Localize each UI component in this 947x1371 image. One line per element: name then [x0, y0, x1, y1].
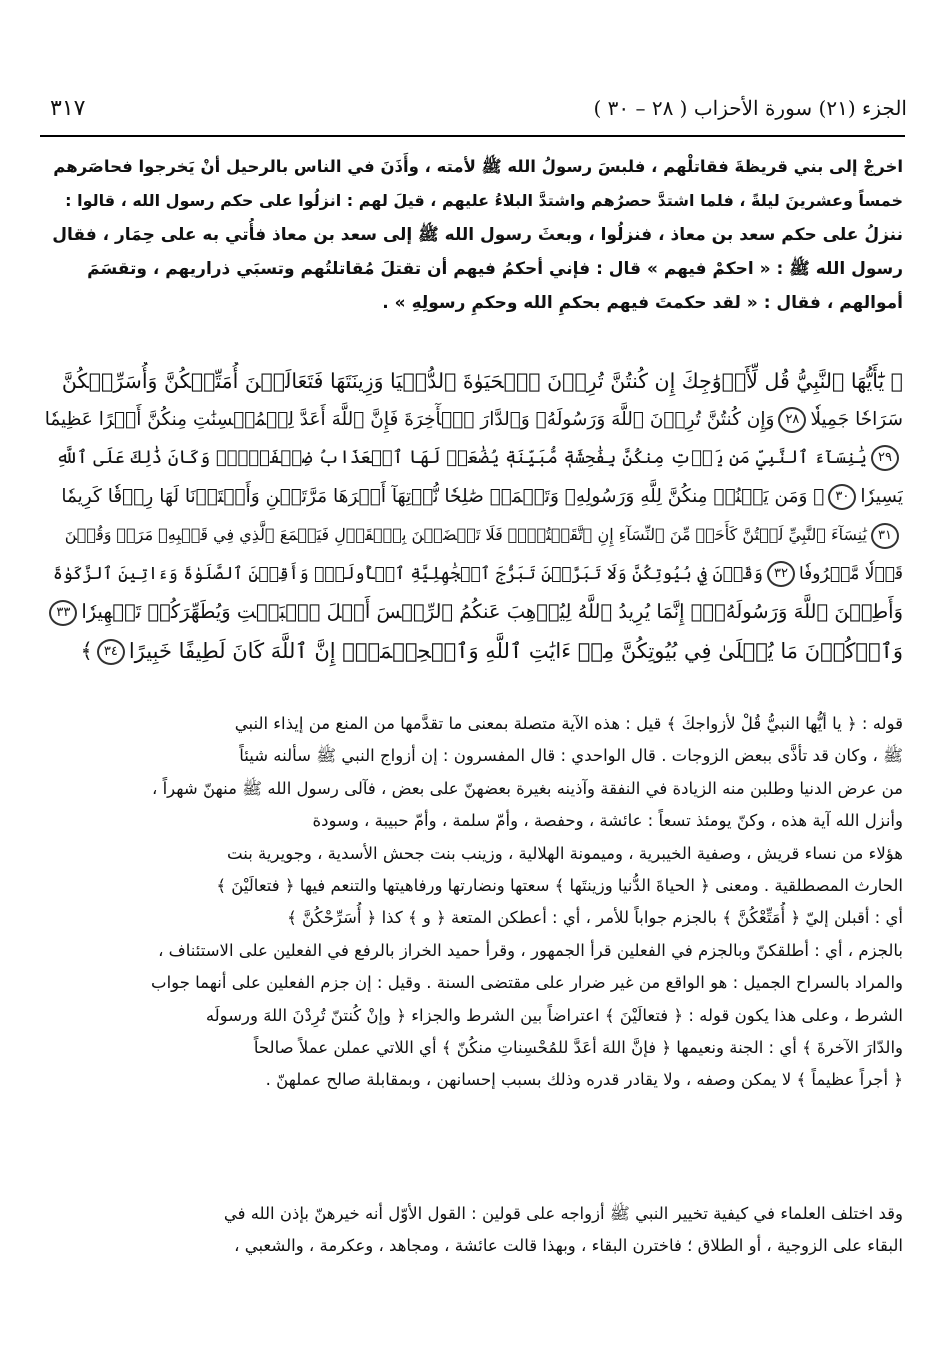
text-line: بالجزم ، أي : أطلقكنّ وبالجزم في الفعلين قرأ الجمهور ، وقرأ حميد الخراز بالرفع في الفعلين على الاستئناف ، — [158, 940, 903, 960]
verse-line — [44, 439, 903, 478]
text-line: وقد اختلف العلماء في كيفية تخيير النبي ﷺ أزواجه على قولين : القول الأوّل أنه خيرهنّ بإذن الله في — [223, 1204, 903, 1223]
text-line: أي : أقبلن إليّ ﴿ أُمَتِّعْكُنَّ ﴾ بالجزم جواباً للأمر ، أي : أعطكن المتعة ﴿ و ﴾ كذا ﴿ أُسَرِّحْكُنَّ ﴾ — [287, 908, 903, 928]
text-line: الشرط ، وعلى هذا يكون قوله : ﴿ فتعالَيْنَ ﴾ اعتراضاً بين الشرط والجزاء ﴿ وإنْ كُنتنّ تُرِدْنَ اللهَ ورسولَه — [205, 1005, 903, 1025]
ayah-number-marker: ٢٩ — [871, 445, 899, 471]
verse-line — [44, 516, 903, 555]
verse-line — [44, 362, 903, 401]
text-line: ﷺ ، وكان قد تأذَّى ببعض الزوجات . قال الواحدي : قال المفسرون : إن أزواج النبي ﷺ سألنه شيئاً — [239, 746, 903, 766]
text-line: من عرض الدنيا وطلبن منه الزيادة في النفقة وآذينه بغيرة بعضهنّ على بعض ، فآلى رسول الله ﷺ منهنّ شهراً ، — [152, 778, 903, 798]
text-line: هؤلاء من نساء قريش ، وصفية الخيبرية ، وميمونة الهلالية ، وزينب بنت جحش الأسدية ، وجويرية بنت — [227, 843, 903, 863]
ayah-number-marker: ٣١ — [871, 523, 899, 549]
verse-line — [44, 478, 903, 517]
ayah-number-marker: ٣٤ — [97, 639, 125, 665]
verse-text: سَرَاحٗا جَمِيلٗا — [810, 408, 903, 430]
ayah-number-marker: ٢٨ — [778, 407, 806, 433]
text-line: أموالهم ، فقال : « لقد حكمتَ فيهم بحكمِ الله وحكمِ رسولِهِ » . — [382, 293, 903, 313]
verse-text: قَوۡلٗا مَّعۡرُوفٗا — [798, 563, 903, 584]
verse-text: وَأَطِعۡنَ ٱللَّهَ وَرَسُولَهُۥٓۚ إِنَّمَا يُرِيدُ ٱللَّهُ لِيُذۡهِبَ عَنكُمُ ٱلرِّجۡسَ أَهۡلَ ٱلۡبَيۡتِ وَيُطَهِّرَكُمۡ تَطۡهِيرٗا — [81, 600, 903, 623]
verse-text: يَٰنِسَآءَ ٱلنَّبِيِّ لَسۡتُنَّ كَأَحَدٖ مِّنَ ٱلنِّسَآءِ إِنِ ٱتَّقَيۡتُنَّۚ فَلَا تَخۡضَعۡنَ بِٱلۡقَوۡلِ فَيَطۡمَعَ ٱلَّذِي فِي قَلۡبِهِۦ مَرَضٞ وَقُلۡنَ — [64, 525, 867, 544]
text-line: ﴿ أجراً عظيماً ﴾ لا يمكن وصفه ، ولا يقادر قدره وذلك بسبب إحسانهن ، وبمقابلة صالح عملهنّ . — [265, 1070, 903, 1090]
verse-text: ﴾ — [80, 638, 93, 663]
text-line: رسول الله ﷺ : « احكمْ فيهم » قال : فإني أحكمُ فيهم أن تقتلَ مُقاتلتُهم وتسبَي ذراريهم ، وتقسَمَ — [87, 259, 903, 279]
page-number: ٣١٧ — [50, 96, 86, 121]
header-divider — [40, 135, 905, 137]
ayah-number-marker: ٣٠ — [828, 484, 856, 510]
chapter-title: الجزء (٢١) سورة الأحزاب ( ٢٨ – ٣٠ ) — [593, 96, 907, 120]
verse-text: ۞ وَمَن يَقۡنُتۡ مِنكُنَّ لِلَّهِ وَرَسُولِهِۦ وَتَعۡمَلۡ صَٰلِحٗا نُّؤۡتِهَآ أَجۡرَهَا مَرَّتَيۡنِ وَأَعۡتَدۡنَا لَهَا رِزۡقٗا كَرِيمٗا — [61, 485, 825, 507]
verse-text: وَإِن كُنتُنَّ تُرِدۡنَ ٱللَّهَ وَرَسُولَهُۥ وَٱلدَّارَ ٱلۡأٓخِرَةَ فَإِنَّ ٱللَّهَ أَعَدَّ لِلۡمُحۡسِنَٰتِ مِنكُنَّ أَجۡرًا عَظِيمٗا — [44, 408, 775, 430]
intro-paragraph — [44, 150, 903, 320]
text-line: البقاء على الزوجية ، أو الطلاق ؛ فاخترن البقاء ، وبهذا قالت عائشة ، ومجاهد ، وعكرمة ، والشعبي ، — [234, 1236, 903, 1256]
commentary-paragraph — [44, 708, 903, 1097]
text-line: والدّارَ الآخرةَ ﴾ أي : الجنة ونعيمها ﴿ فإنَّ اللهَ أعَدَّ للمُحْسِناتِ منكُنّ ﴾ أي اللاتي عملن عملاً صالحاً — [253, 1038, 903, 1058]
verse-line — [44, 593, 903, 632]
ayah-number-marker: ٣٢ — [767, 561, 795, 587]
verse-line — [44, 401, 903, 440]
verse-line — [44, 555, 903, 594]
verse-line — [44, 632, 903, 671]
text-line: وأنزل الله آية هذه ، وكنّ يومئذ تسعاً : عائشة ، وحفصة ، وأمّ سلمة ، وأمّ حبيبة ، وسودة — [312, 811, 903, 831]
text-line: اخرجْ إلى بني قريظةَ فقاتلْهم ، فلبسَ رسولُ الله ﷺ لأمته ، وأَذَنَ في الناس بالرحيل أنْ يَخرجوا فحاصَرهم — [53, 157, 903, 176]
text-line: خمساً وعشرينَ ليلةً ، فلما اشتدَّ حصرُهم واشتدَّ البلاءُ عليهم ، قيلَ لهم : انزلُوا على حكم رسول الله ، قالوا : — [65, 191, 903, 210]
text-line: الحارث المصطلقية . ومعنى ﴿ الحياةَ الدُّنيا وزينتَها ﴾ سعتها ونضارتها ورفاهيتها والتنعم فيها ﴿ فتعالَيْنَ ﴾ — [216, 876, 903, 896]
verse-text: يَٰنِسَآءَ ٱلنَّبِيِّ مَن يَأۡتِ مِنكُنَّ بِفَٰحِشَةٖ مُّبَيِّنَةٖ يُضَٰعَفۡ لَهَا ٱلۡعَذَابُ ضِعۡفَيۡنِۚ وَكَانَ ذَٰلِكَ عَلَى ٱللَّهِ — [55, 447, 867, 468]
text-line: والمراد بالسراح الجميل : هو الواقع من غير ضرار على مقتضى السنة . وقيل : إن جزم الفعلين على أنهما جواب — [151, 973, 903, 993]
text-line: قوله : ﴿ يا أيُّها النبيُّ قُلْ لأزواجكَ ﴾ قيل : هذه الآية متصلة بمعنى ما تقدَّمها من المنع من إيذاء النبي — [234, 714, 903, 733]
final-paragraph — [44, 1198, 903, 1263]
verse-text: ﴿ يَٰٓأَيُّهَا ٱلنَّبِيُّ قُل لِّأَزۡوَٰجِكَ إِن كُنتُنَّ تُرِدۡنَ ٱلۡحَيَوٰةَ ٱلدُّنۡيَا وَزِينَتَهَا فَتَعَالَيۡنَ أُمَتِّعۡكُنَّ وَأُسَرِّحۡكُنَّ — [61, 369, 903, 393]
quran-verses-block — [44, 362, 903, 670]
verse-text: يَسِيرٗا — [860, 485, 903, 507]
text-line: ننزلُ على حكم سعد بن معاذ ، فنزلُوا ، وبعثَ رسول الله ﷺ إلى سعد بن معاذ فأُتي به على حِمَار ، فقال — [52, 225, 903, 245]
verse-text: وَٱذۡكُرۡنَ مَا يُتۡلَىٰ فِي بُيُوتِكُنَّ مِنۡ ءَايَٰتِ ٱللَّهِ وَٱلۡحِكۡمَةِۚ إِنَّ ٱللَّهَ كَانَ لَطِيفًا خَبِيرًا — [128, 638, 903, 663]
ayah-number-marker: ٣٣ — [49, 600, 77, 626]
verse-text: وَقَرۡنَ فِي بُيُوتِكُنَّ وَلَا تَبَرَّجۡنَ تَبَرُّجَ ٱلۡجَٰهِلِيَّةِ ٱلۡأُولَىٰۖ وَأَقِمۡنَ ٱلصَّلَوٰةَ وَءَاتِينَ ٱلزَّكَوٰةَ — [52, 563, 763, 584]
page-header — [40, 96, 907, 136]
